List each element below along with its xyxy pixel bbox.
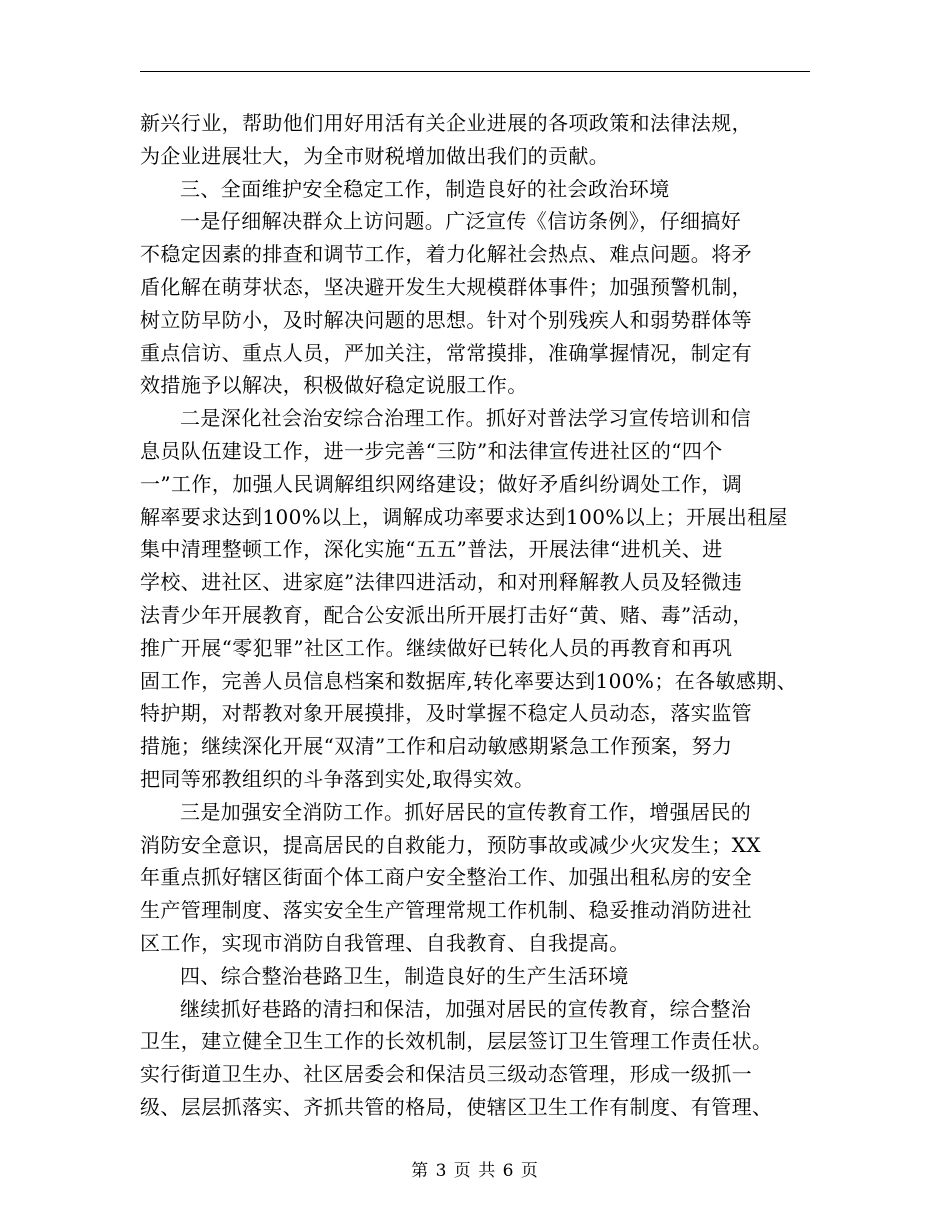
text-line: 学校、进社区、进家庭”法律四进活动，和对刑释解教人员及轻微违 [140, 570, 743, 595]
header-rule [140, 71, 810, 72]
text-line: 重点信访、重点人员，严加关注，常常摸排，准确掌握情况，制定有 [140, 340, 752, 365]
text-line: 推广开展“零犯罪”社区工作。继续做好已转化人员的再教育和再巩 [140, 635, 733, 660]
text-line: 二是深化社会治安综合治理工作。抓好对普法学习宣传培训和信 [180, 406, 752, 431]
document-body [140, 107, 830, 1124]
text-line: 年重点抓好辖区街面个体工商户安全整治工作、加强出租私房的安全 [140, 865, 752, 890]
text-line: 一”工作，加强人民调解组织网络建设；做好矛盾纠纷调处工作，调 [140, 471, 743, 496]
text-line: 固工作，完善人员信息档案和数据库,转化率要达到100%；在各敏感期、 [140, 668, 798, 693]
text-line: 一是仔细解决群众上访问题。广泛宣传《信访条例》，仔细搞好 [180, 209, 742, 234]
text-line: 为企业进展壮大，为全市财税增加做出我们的贡献。 [140, 143, 610, 168]
page-footer [0, 1156, 950, 1181]
text-line: 盾化解在萌芽状态，坚决避开发生大规模群体事件；加强预警机制， [140, 274, 752, 299]
text-line: 解率要求达到100%以上，调解成功率要求达到100%以上；开展出租屋 [140, 504, 788, 529]
text-line: 实行街道卫生办、社区居委会和保洁员三级动态管理，形成一级抓一 [140, 1062, 752, 1087]
text-line: 卫生，建立健全卫生工作的长效机制，层层签订卫生管理工作责任状。 [140, 1029, 773, 1054]
text-line: 集中清理整顿工作，深化实施“五五”普法，开展法律“进机关、进 [140, 537, 723, 562]
text-line: 生产管理制度、落实安全生产管理常规工作机制、稳妥推动消防进社 [140, 898, 752, 923]
text-line: 四、综合整治巷路卫生，制造良好的生产生活环境 [180, 963, 629, 988]
text-line: 新兴行业，帮助他们用好用活有关企业进展的各项政策和法律法规， [140, 111, 752, 135]
text-line: 措施；继续深化开展“双清”工作和启动敏感期紧急工作预案，努力 [140, 734, 733, 759]
text-line: 法青少年开展教育，配合公安派出所开展打击好“黄、赌、毒”活动， [140, 602, 753, 627]
text-line: 消防安全意识，提高居民的自救能力，预防事故或减少火灾发生；XX [140, 832, 761, 857]
text-line: 继续抓好巷路的清扫和保洁，加强对居民的宣传教育，综合整治 [180, 996, 752, 1021]
text-line: 三是加强安全消防工作。抓好居民的宣传教育工作，增强居民的 [180, 799, 752, 824]
text-line: 息员队伍建设工作，进一步完善“三防”和法律宣传进社区的“四个 [140, 438, 723, 463]
text-line: 效措施予以解决，积极做好稳定说服工作。 [140, 373, 528, 398]
text-line: 特护期，对帮教对象开展摸排，及时掌握不稳定人员动态，落实监管 [140, 701, 752, 726]
text-line: 树立防早防小，及时解决问题的思想。针对个别残疾人和弱势群体等 [140, 307, 752, 332]
text-line: 区工作，实现市消防自我管理、自我教育、自我提高。 [140, 930, 630, 955]
text-line: 级、层层抓落实、齐抓共管的格局，使辖区卫生工作有制度、有管理、 [140, 1094, 773, 1119]
text-line: 三、全面维护安全稳定工作，制造良好的社会政治环境 [180, 176, 670, 201]
page-number-label: 第 3 页 共 6 页 [411, 1161, 539, 1181]
text-line: 不稳定因素的排查和调节工作，着力化解社会热点、难点问题。将矛 [140, 242, 752, 267]
text-line: 把同等邪教组织的斗争落到实处,取得实效。 [140, 766, 535, 791]
